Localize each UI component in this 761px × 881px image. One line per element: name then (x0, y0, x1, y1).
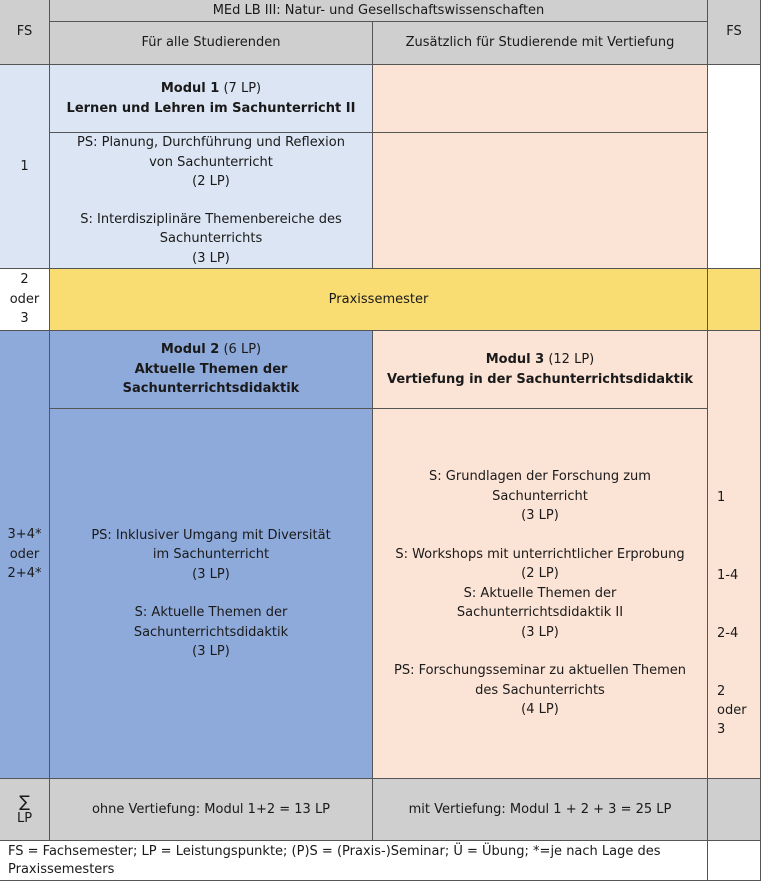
modul2-name: Modul 2 (160, 342, 220, 358)
modul1-lp: (7 LP) (219, 81, 262, 96)
modul1-course2-line1: S: Interdisziplinäre Themenbereiche des (80, 211, 342, 227)
modul1-course2-line2: Sachunterrichts (159, 231, 263, 246)
modul3-course4-line1: PS: Forschungsseminar zu aktuellen Themen (393, 663, 686, 679)
modul3-course1-fs: 1 (717, 490, 726, 505)
modul3-course4-fs-line3: 3 (717, 722, 726, 737)
header-title (50, 0, 708, 22)
praxis-fs-line2: oder (9, 291, 40, 307)
semester34-fs-line2: oder (9, 546, 40, 562)
semester1-fs (0, 65, 50, 269)
footnote: FS = Fachsemester; LP = Leistungspunkte; (P)S = (Praxis-)Seminar; Ü = Übung; *=je nach Lage des Praxissemesters (8, 843, 661, 877)
semester1-fs-right (708, 65, 761, 269)
modul3-course2-lp: (2 LP) (521, 566, 559, 582)
modul3-course1-lp: (3 LP) (521, 508, 559, 524)
modul3-course3-line2: Sachunterrichtsdidaktik II (456, 605, 624, 621)
sum-with-text: mit Vertiefung: Modul 1 + 2 + 3 = 25 LP (408, 801, 672, 817)
modul3-course4-line2: des Sachunterrichts (475, 682, 605, 698)
header-col-extra-label: Zusätzlich für Studierende mit Vertiefung (405, 35, 675, 51)
modul3-courses (373, 409, 708, 779)
modul1-course1-line2: von Sachunterricht (149, 154, 273, 170)
modul3-lp: (12 LP) (544, 352, 595, 367)
header-col-all (50, 22, 373, 65)
modul2-course1-line2: im Sachunterricht (152, 547, 270, 562)
modul1-header (50, 65, 373, 133)
modul1-name-line (161, 79, 261, 99)
sum-unit: LP (16, 810, 33, 826)
modul2-course2-lp: (3 LP) (192, 644, 230, 659)
modul3-course3-lp: (3 LP) (521, 624, 559, 640)
semester34-fs-right (708, 331, 761, 779)
semester1-extra-header (373, 65, 708, 133)
sum-without (50, 779, 373, 841)
modul2-course1-lp: (3 LP) (192, 566, 230, 582)
sum-without-text: ohne Vertiefung: Modul 1+2 = 13 LP (91, 801, 331, 817)
semester34-fs (0, 331, 50, 779)
modul3-name: Modul 3 (485, 352, 545, 367)
modul2-title: Aktuelle Themen der Sachunterrichtsdidaktik (122, 361, 300, 397)
sum-fs-right (708, 779, 761, 841)
praxis-label: Praxissemester (328, 291, 429, 307)
header-fs-left (0, 0, 50, 65)
header-fs-right-label: FS (726, 24, 742, 40)
modul3-course4-lp: (4 LP) (521, 702, 559, 718)
modul3-course2-fs: 1-4 (717, 568, 739, 583)
modul1-name: Modul 1 (160, 81, 220, 96)
modul3-course2-line1: S: Workshops mit unterrichtlicher Erprobung (395, 546, 685, 562)
praxis-fs-right (708, 269, 761, 331)
modul3-course4-fs-line2: oder (717, 703, 747, 718)
modul2-name-line (161, 340, 261, 360)
modul1-course1-lp: (2 LP) (192, 174, 230, 189)
semester1-extra-courses (373, 133, 708, 269)
semester1-fs-label: 1 (20, 158, 29, 174)
header-col-all-label: Für alle Studierenden (141, 35, 281, 51)
modul3-course3-fs: 2-4 (717, 626, 739, 641)
modul3-name-line (486, 350, 595, 370)
sum-with (373, 779, 708, 841)
modul2-courses (50, 409, 373, 779)
modul2-course1-line1: PS: Inklusiver Umgang mit Diversität (91, 527, 331, 543)
header-fs-right (708, 0, 761, 65)
modul3-title: Vertiefung in der Sachunterrichtsdidaktik (387, 371, 693, 387)
modul3-course1-line2: Sachunterricht (492, 488, 588, 504)
modul2-header (50, 331, 373, 409)
sum-fs (0, 779, 50, 841)
header-title-text: MEd LB III: Natur- und Gesellschaftswissenschaften (212, 2, 545, 18)
modul3-course3-line1: S: Aktuelle Themen der (463, 585, 617, 601)
footnote-cell (0, 841, 708, 881)
footnote-fs-right (708, 841, 761, 881)
modul3-course4-fs-line1: 2 (717, 684, 726, 699)
header-fs-left-label: FS (16, 24, 33, 40)
modul2-course2-line1: S: Aktuelle Themen der (134, 605, 288, 620)
semester34-fs-line1: 3+4* (7, 527, 42, 543)
praxis-fs-line1: 2 (20, 272, 29, 288)
modul3-header (373, 331, 708, 409)
modul2-course2-line2: Sachunterrichtsdidaktik (133, 624, 289, 640)
modul1-course1-line1: PS: Planung, Durchführung und Reflexion (77, 135, 345, 150)
modul3-course1-line1: S: Grundlagen der Forschung zum (429, 469, 651, 485)
modul1-courses (50, 133, 373, 269)
praxis-fs (0, 269, 50, 331)
modul1-course2-lp: (3 LP) (192, 250, 230, 266)
semester34-fs-line3: 2+4* (7, 566, 42, 582)
header-col-extra (373, 22, 708, 65)
modul1-title: Lernen und Lehren im Sachunterricht II (66, 100, 356, 116)
praxis-semester (50, 269, 708, 331)
modul2-lp: (6 LP) (219, 342, 262, 358)
praxis-fs-line3: 3 (20, 311, 29, 327)
sum-symbol: ∑ (19, 791, 30, 811)
